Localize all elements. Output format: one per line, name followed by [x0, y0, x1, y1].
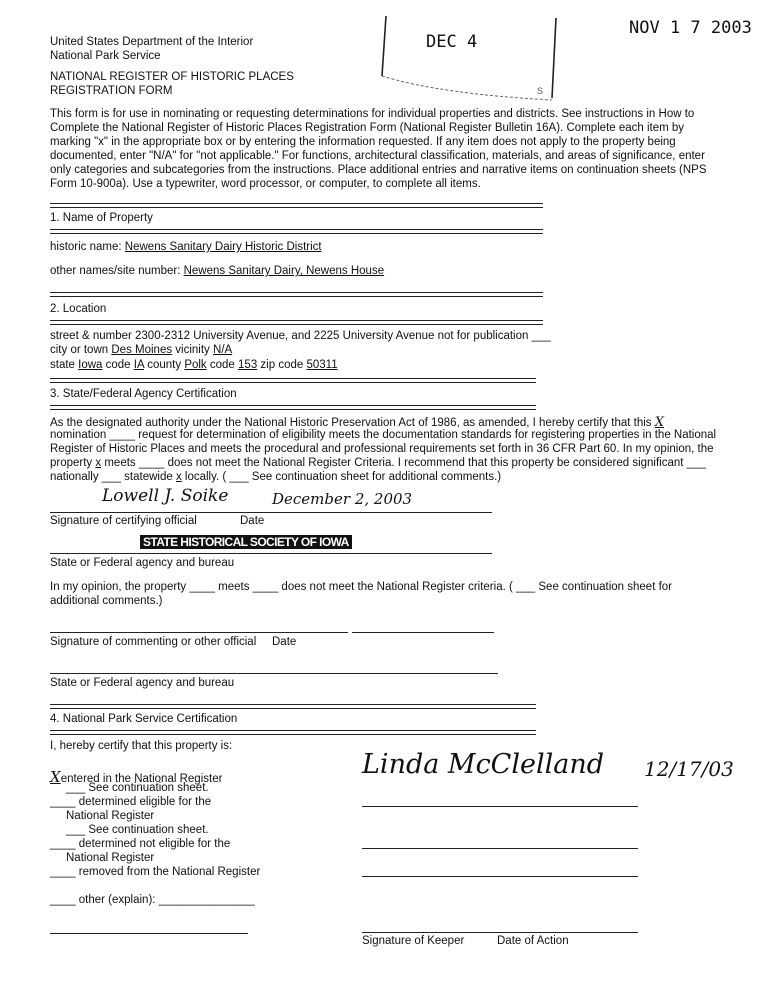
- keeper-intro: I, hereby certify that this property is:: [50, 740, 233, 752]
- section-divider: [50, 378, 536, 383]
- stamp-tail: S: [537, 86, 544, 96]
- section3-heading: 3. State/Federal Agency Certification: [50, 388, 237, 400]
- section1-heading: 1. Name of Property: [50, 212, 153, 224]
- city-value: Des Moines: [111, 344, 173, 356]
- removed-row: ____ removed from the National Register: [50, 866, 261, 878]
- county-label: county: [147, 359, 182, 371]
- action-date-label: Date of Action: [497, 935, 569, 947]
- section-divider: [50, 704, 536, 709]
- section-divider: [50, 292, 543, 297]
- entered-label: entered in the National Register: [60, 773, 223, 785]
- explain-line: [50, 933, 248, 934]
- signature-line: [50, 512, 492, 513]
- state-code-value: IA: [133, 359, 145, 371]
- see-continuation-1: ___ See continuation sheet.: [66, 782, 209, 794]
- see-continuation-2: ___ See continuation sheet.: [66, 824, 209, 836]
- level-text-end: locally. ( ___ See continuation sheet for additional comments.): [184, 471, 502, 483]
- section2-heading: 2. Location: [50, 303, 107, 315]
- statewide-mark: x: [175, 471, 182, 483]
- state-label: state: [50, 359, 75, 371]
- level-text: nationally ___ statewide: [50, 471, 173, 483]
- county-code-value: 153: [238, 359, 258, 371]
- criteria-text: meets ____ does not meet the National Register Criteria. I recommend that this property be considered significant ___: [104, 457, 706, 469]
- action-date: 12/17/03: [644, 757, 734, 781]
- state-row: [50, 359, 338, 371]
- commenting-signature-label: Signature of commenting or other official: [50, 636, 257, 648]
- other-names-row: [50, 265, 384, 277]
- section-divider: [50, 405, 536, 410]
- certification-line1: [50, 415, 664, 430]
- section-divider: [50, 730, 536, 735]
- historic-name-value: Newens Sanitary Dairy Historic District: [124, 241, 322, 253]
- bureau2-label: State or Federal agency and bureau: [50, 677, 235, 689]
- nomination-mark: X: [654, 415, 665, 430]
- opinion-paragraph: In my opinion, the property ____ meets ____ does not meet the National Register criteria. ( ___ See continuation sheet for additional comments.): [50, 581, 673, 607]
- historic-name-row: [50, 241, 322, 253]
- city-label: city or town: [50, 344, 109, 356]
- determined-not-eligible-2: National Register: [66, 852, 155, 864]
- section-divider: [50, 229, 543, 234]
- certification-line4: [50, 457, 706, 469]
- city-row: [50, 344, 232, 356]
- determined-eligible-2: National Register: [66, 810, 155, 822]
- certification-line5: [50, 471, 501, 483]
- certification-line2: nomination ____ request for determination of eligibility meets the documentation standards for registering properties in the National: [50, 429, 717, 441]
- keeper-line: [362, 806, 638, 807]
- other-explain-row: ____ other (explain): _______________: [50, 894, 255, 906]
- meets-mark: x: [95, 457, 102, 469]
- section-divider: [50, 320, 543, 325]
- keeper-line: [362, 876, 638, 877]
- received-stamp: [380, 14, 560, 104]
- agency-name: United States Department of the Interior: [50, 36, 254, 48]
- commenting-date-label: Date: [272, 636, 297, 648]
- certifying-signature: Lowell J. Soike: [102, 486, 229, 506]
- keeper-line: [362, 932, 638, 933]
- stamp-date: DEC 4: [426, 32, 478, 52]
- street-row: street & number 2300-2312 University Avenue, and 2225 University Avenue not for publication ___: [50, 330, 551, 342]
- zip-value: 50311: [306, 359, 338, 371]
- bureau-label: State or Federal agency and bureau: [50, 557, 235, 569]
- bureau2-line: [50, 673, 498, 674]
- form-title-line2: REGISTRATION FORM: [50, 85, 173, 97]
- other-names-value: Newens Sanitary Dairy, Newens House: [183, 265, 385, 277]
- keeper-signature-label: Signature of Keeper: [362, 935, 465, 947]
- state-value: Iowa: [78, 359, 103, 371]
- service-name: National Park Service: [50, 50, 161, 62]
- historic-name-label: historic name:: [50, 241, 122, 253]
- form-title-line1: NATIONAL REGISTER OF HISTORIC PLACES: [50, 71, 294, 83]
- certifying-date: December 2, 2003: [272, 490, 413, 508]
- determined-eligible: ____ determined eligible for the: [50, 796, 212, 808]
- date-received-stamp: NOV 1 7 2003: [629, 18, 752, 38]
- certification-text: As the designated authority under the National Historic Preservation Act of 1986, as amended, I hereby certify that this: [50, 417, 652, 429]
- state-code-label: code: [105, 359, 131, 371]
- certifying-date-label: Date: [240, 515, 265, 527]
- county-code-label: code: [209, 359, 235, 371]
- vicinity-value: N/A: [213, 344, 233, 356]
- other-names-label: other names/site number:: [50, 265, 181, 277]
- certification-line3: Register of Historic Places and meets the procedural and professional requirements set forth in 36 CFR Part 60. In my opinion, the: [50, 443, 714, 455]
- certifying-signature-label: Signature of certifying official: [50, 515, 197, 527]
- section-divider: [50, 203, 543, 208]
- bureau-stamp: STATE HISTORICAL SOCIETY OF IOWA: [140, 535, 352, 549]
- vicinity-label: vicinity: [175, 344, 210, 356]
- commenting-date-line: [352, 632, 494, 633]
- commenting-signature-line: [50, 632, 348, 633]
- instructions-paragraph: This form is for use in nominating or requesting determinations for individual properties and districts. See instructions in How to Complete the National Register of Historic Places Registration Form (National Register Bulletin 16A). Complete each item by marking "x" in the appropriate box or by entering the information requested. If any item does not apply to the property being documented, enter "N/A" for "not applicable." For functions, architectural classification, materials, and areas of significance, enter only categories and subcategories from the instructions. Place additional entries and narrative items on continuation sheets (NPS Form 10-900a). Use a typewriter, word processor, or computer, to complete all items.: [50, 108, 707, 190]
- determined-not-eligible: ____ determined not eligible for the: [50, 838, 231, 850]
- entered-mark: X: [50, 768, 61, 786]
- keeper-line: [362, 848, 638, 849]
- property-label: property: [50, 457, 93, 469]
- county-value: Polk: [184, 359, 207, 371]
- keeper-signature: Linda McClelland: [362, 749, 604, 780]
- section4-heading: 4. National Park Service Certification: [50, 713, 238, 725]
- bureau-line: [50, 553, 492, 554]
- zip-label: zip code: [260, 359, 304, 371]
- stamp-border: [380, 14, 560, 104]
